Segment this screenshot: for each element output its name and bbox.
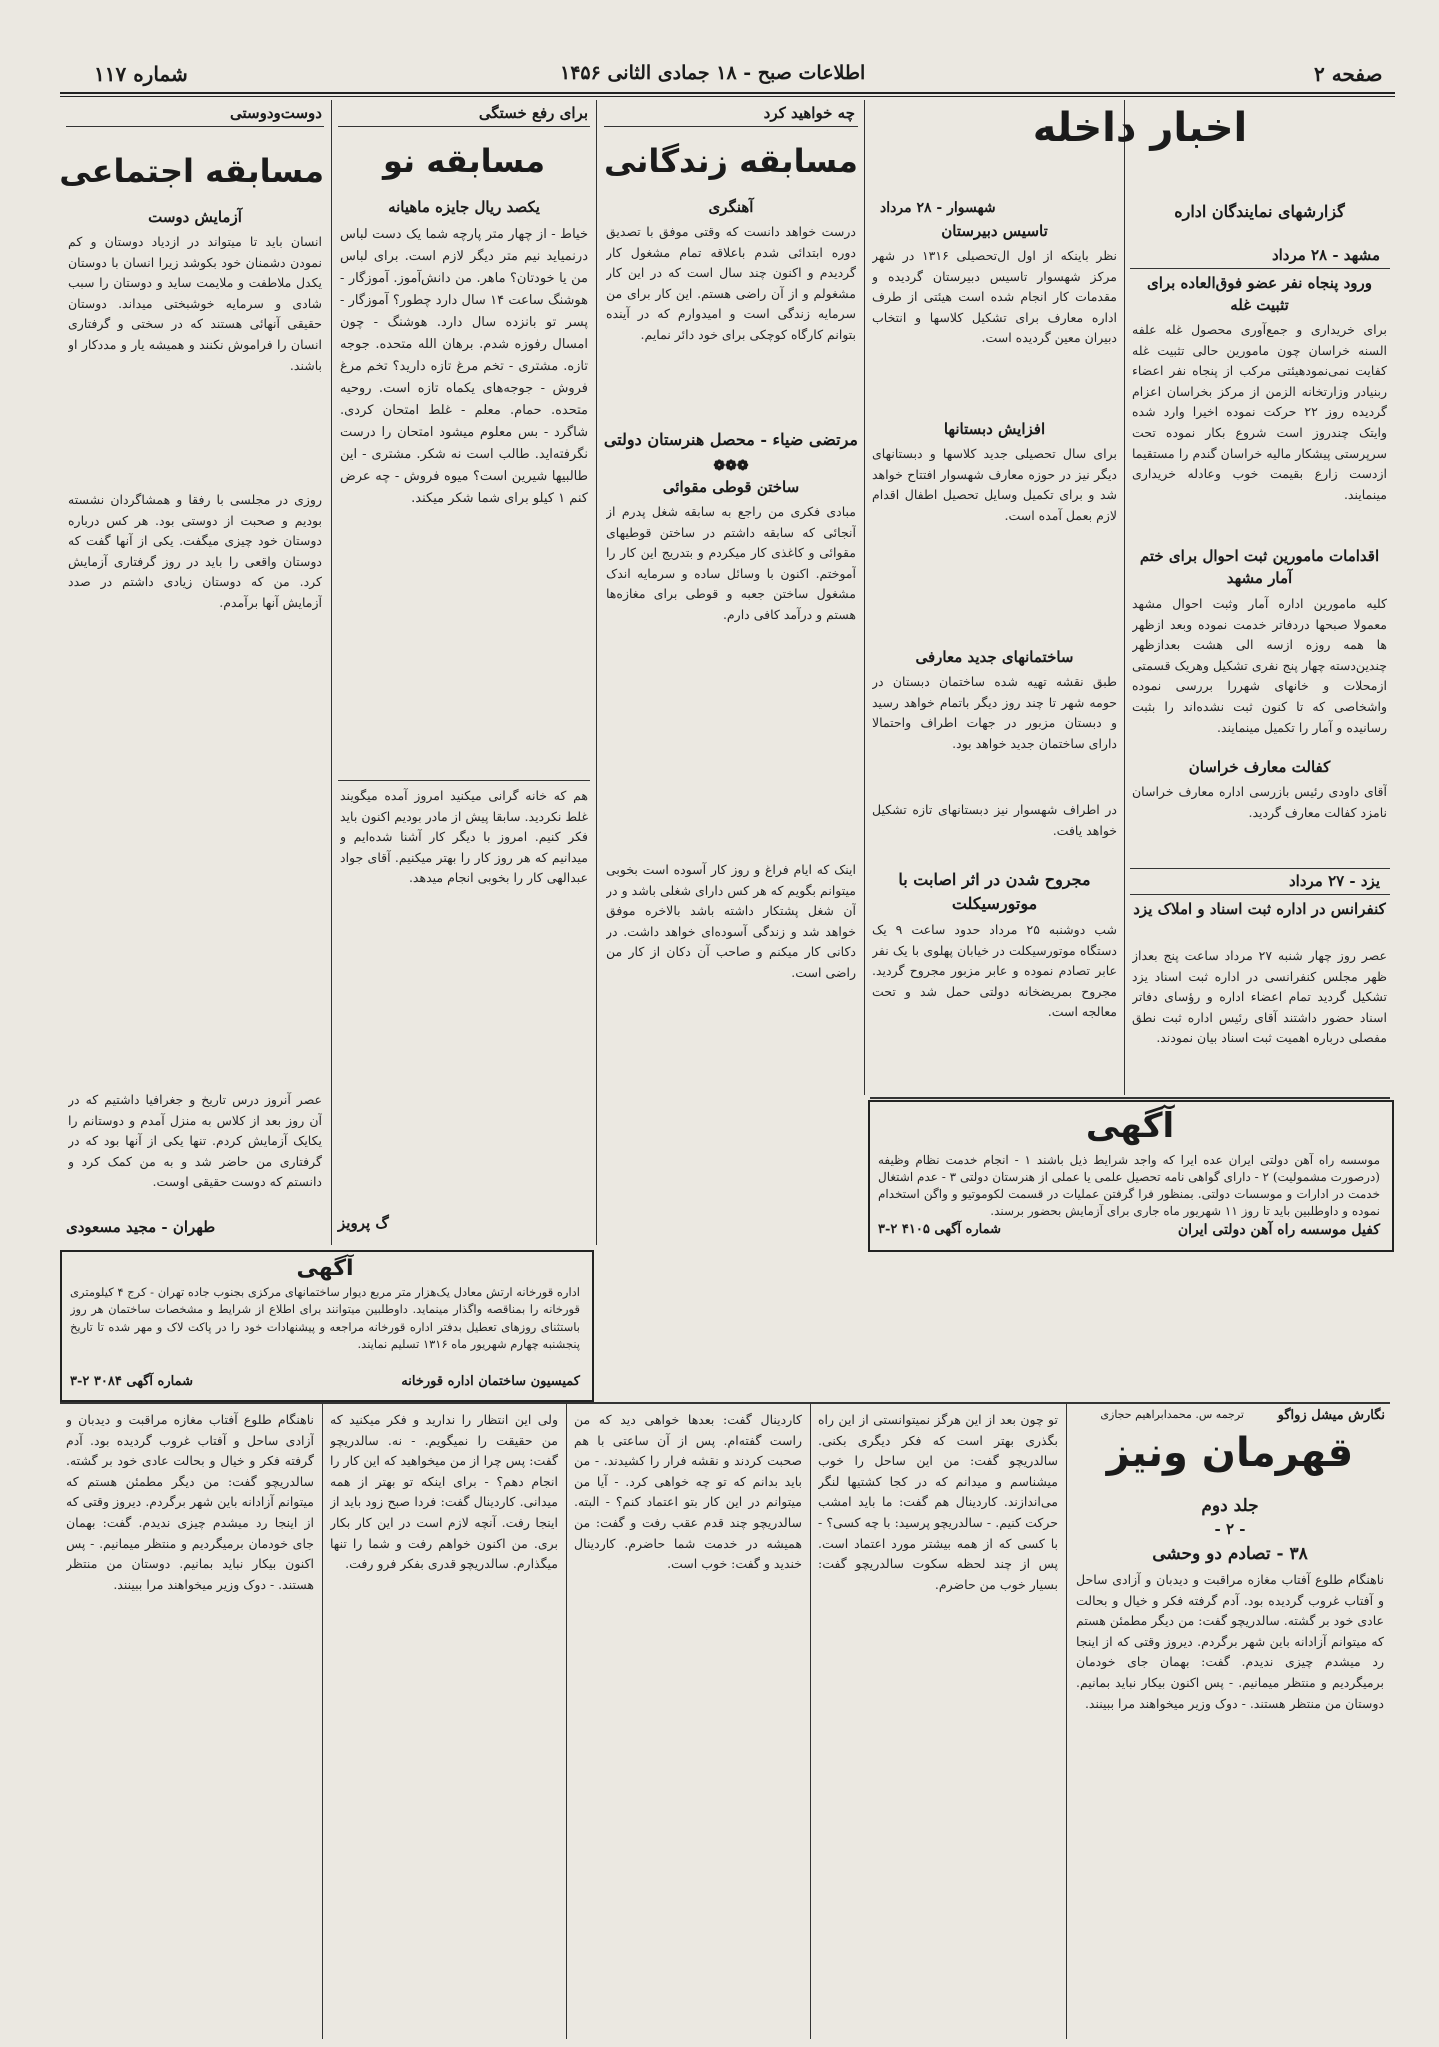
serial-text: ولی این انتظار را ندارید و فکر میکنید که من حقیقت را نمیگویم. - نه. سالدریچو گفت: پس چرا از من میخواهید که این کار را انجام دهم؟ - برای اینکه تو بهتر از همه میدانی. کاردینال گفت: فردا صبح زود باید از اینجا رفت. آنچه لازم است در این کار بکار بری. من اکنون خواهم رفت و شما را تنها میگذارم. سالدریچو قدری بفکر فرو رفت.	[330, 1412, 558, 1572]
new-contest-title: مسابقه نو	[382, 142, 546, 180]
divider	[870, 1097, 1390, 1099]
railway-ad-number: شماره آگهی ۴۱۰۵ ۲-۳	[878, 1222, 1001, 1237]
domestic-article: عصر روز چهار شنبه ۲۷ مرداد ساعت پنج بعداز ظهر مجلس کنفرانسی در اداره ثبت اسناد یزد تشکیل گردید تمام اعضاء اداره و رؤسای دفاتر اسناد حضور داشتند آقای رئیس اداره ثبت نطق مفصلی درباره اهمیت ثبت اسناد بیان نمودند.	[1132, 948, 1387, 1046]
school-article: در اطراف شهسوار نیز دبستانهای تازه تشکیل خواهد یافت.	[872, 802, 1117, 838]
divider	[604, 126, 858, 127]
school-article: برای سال تحصیلی جدید کلاسها و دبستانهای دیگر نیز در حوزه معارف شهسوار افتتاح خواهد شد و برای تکمیل وسایل تحصیل اطفال اقدام لازم بعمل آمده است.	[872, 446, 1117, 523]
section-kicker: چه خواهید کرد	[763, 104, 855, 122]
school-headline: افزایش دبستانها	[943, 420, 1046, 438]
serial-title: قهرمان ونیز	[1106, 1430, 1354, 1476]
ornament: ❁❁❁	[713, 458, 749, 474]
column-rule	[1124, 100, 1125, 1095]
section-kicker: برای رفع خستگی	[478, 104, 588, 122]
school-headline: تاسیس دبیرستان	[941, 222, 1048, 240]
domestic-article: کلیه مامورین اداره آمار وثبت احوال مشهد معمولا صبحها دردفاتر خدمت نموده وبعد ازظهر ها همه روزه ازسه الی هشت بعدازظهر چندین‌دسته چهار پنج نفری تشکیل وهریک قسمتی ازمحلات و خانهای شهررا بررسی نموده واشخاصی که تا کنون ثبت نشده‌اند را بثبت رسانیده و آمار را تکمیل مینمایند.	[1132, 596, 1387, 735]
domestic-headline: کنفرانس در اداره ثبت اسناد و املاک یزد	[1133, 900, 1386, 918]
divider	[338, 780, 590, 781]
column-rule	[810, 1404, 811, 2039]
life-article: اینک که ایام فراغ و روز کار آسوده است بخوبی میتوانم بگویم که هر کس دارای شغلی باشد و در آن شغل پشتکار داشته باشد بالاخره موفق خواهد شد و زندگی آسوده‌ای خواهد داشت. در دکانی کار میکنم و صاحب آن دکان از کار من راضی است.	[606, 862, 856, 980]
social-subtitle: آزمایش دوست	[148, 208, 242, 226]
header-rule	[60, 92, 1395, 94]
column-rule	[864, 100, 865, 1095]
divider	[338, 126, 590, 127]
life-subtitle: آهنگری	[708, 198, 754, 216]
new-contest-signature: گ پرویز	[338, 1214, 389, 1232]
arsenal-ad-signer: کمیسیون ساختمان اداره قورخانه	[401, 1374, 580, 1389]
domestic-title: اخبار داخله	[1032, 105, 1248, 151]
column-rule	[331, 100, 332, 1245]
life-subtitle: ساختن قوطی مقوائی	[662, 478, 800, 496]
school-article: نظر باینکه از اول ال‌تحصیلی ۱۳۱۶ در شهر مرکز شهسوار تاسیس دبیرستان گردیده و مقدمات کار انجام شده است هیئتی از طرف اداره معارف برای تشکیل کلاسها و انتخاب دبیران معین گردیده است.	[872, 248, 1117, 346]
header-rule-thin	[60, 96, 1395, 97]
section-kicker: دوست‌ودوستی	[230, 104, 322, 122]
railway-ad-body: موسسه راه آهن دولتی ایران عده ایرا که واجد شرایط ذیل باشند ۱ - انجام خدمت نظام وظیفه (درصورت مشمولیت) ۲ - دارای گواهی نامه تحصیل علمی یا عملی از هنرستان دولتی ۳ - عدم اشتغال خدمت در ادارات و موسسات دولتی. بمنظور فرا گرفتن عملیات در قسمت لکوموتیو و واگن استخدام نموده و داوطلبین باید تا روز ۱۱ شهریور ماه جاری برای آزمایش بحضور برسند.	[878, 1153, 1380, 1218]
divider	[1130, 894, 1390, 895]
arsenal-ad-body: اداره قورخانه ارتش معادل یک‌هزار متر مربع دیوار ساختمانهای مرکزی بجنوب جاده تهران - کرج ۴ کیلومتری قورخانه را بمناقصه واگذار مینماید. داوطلبین میتوانند برای اطلاع از شرایط و مشخصات ساختمان هر روز باستثنای روزهای تعطیل بدفتر اداره قورخانه مراجعه و پیشنهادات خود را در پاکت لاک و مهر شده تا تاریخ پنجشنبه چهارم شهریور ماه ۱۳۱۶ تسلیم نمایند.	[70, 1285, 580, 1352]
social-title: مسابقه اجتماعی	[59, 152, 324, 190]
serial-text: کاردینال گفت: بعدها خواهی دید که من راست گفته‌ام. پس از آن ساعتی با هم صحبت کردند و نقشه فرار را کشیدند. - من باید بدانم که تو چه خواهی کرد. - آیا من میتوانم در این کار بتو اعتماد کنم؟ - البته. سالدریچو چند قدم عقب رفت و گفت: من همیشه در خدمت شما حاضرم. کاردینال خندید و گفت: خوب است.	[574, 1412, 802, 1572]
arsenal-ad-title: آگهی	[296, 1256, 354, 1281]
life-article: درست خواهد دانست که وقتی موفق با تصدیق دوره ابتدائی شدم باعلاقه تمام مشغول کار گردیدم و اکنون چند سال است که در این کار مشغولم و از آن راضی هستم. این کار برای من سرمایه زندگی است و امیدوارم که در آینده بتوانم کارگاه کوچکی برای خود دائر نمایم.	[606, 224, 856, 342]
railway-ad-title: آگهی	[1085, 1106, 1175, 1146]
serial-translator: ترجمه س. محمدابراهیم حجازی	[1100, 1408, 1244, 1421]
divider	[1130, 868, 1390, 869]
social-article: روزی در مجلسی با رفقا و همشاگردان نشسته بودیم و صحبت از دوستی بود. هر کس درباره دوستان خود چیزی میگفت. یکی از آنها گفت که دوستان واقعی را باید در روز گرفتاری آزمایش کرد. من که دوستان زیادی داشتم در صدد آزمایش آنها برآمدم.	[68, 492, 322, 610]
serial-author: نگارش میشل زواگو	[1277, 1408, 1385, 1423]
serial-volume: جلد دوم	[1201, 1496, 1259, 1516]
divider	[66, 126, 324, 127]
domestic-article: آقای داودی رئیس بازرسی اداره معارف خراسان نامزد کفالت معارف گردید.	[1132, 784, 1387, 820]
column-rule	[322, 1404, 323, 2039]
domestic-article: برای خریداری و جمع‌آوری محصول غله علفه السنه خراسان چون مامورین حالی تثبیت غله کفایت نمی‌نمودهیئتی مرکب از پنجاه نفر اعضاء ربنیادر وزارتخانه الزمن از مرکز بخراسان اعزام گردیده روز ۲۲ حرکت نموده اخیرا وارد شده وایتک چندروز است شروع بکار نموده تحت سرپرستی پیشکار مالیه خراسان گندم را مستقیما ازدست زارع بقیمت خوب وعادله خریداری مینمایند.	[1132, 322, 1387, 502]
school-article: طبق نقشه تهیه شده ساختمان دبستان در حومه شهر تا چند روز دیگر باتمام خواهد رسید و دبستان مزبور در جهات اطراف واحتمالا دارای ساختمان جدید خواهد بود.	[872, 674, 1117, 751]
domestic-headline: ورود پنجاه نفر عضو فوق‌العاده برای تثبیت غله	[1146, 274, 1373, 314]
serial-chapter: ۳۸ - تصادم دو وحشی	[1152, 1544, 1308, 1564]
life-signature: مرتضی ضیاء - محصل هنرستان دولتی	[603, 430, 858, 449]
dateline: شهسوار - ۲۸ مرداد	[880, 200, 996, 216]
new-contest-subtitle: یکصد ریال جایزه ماهیانه	[388, 198, 540, 216]
social-article: عصر آنروز درس تاریخ و جغرافیا داشتیم که در آن روز بعد از کلاس به منزل آمدم و دوستانم را یکایک آزمایش کردم. تنها یکی از آنها بود که در گرفتاری من حاضر شد و به من کمک کرد و دانستم که دوست حقیقی اوست.	[68, 1092, 322, 1190]
school-headline: مجروح شدن در اثر اصابت با موتورسیکلت	[898, 870, 1091, 913]
social-article: انسان باید تا میتواند در ازدیاد دوستان و کم نمودن دشمنان خود بکوشد زیرا انسان با دوستان یکدل ملاطفت و ملایمت ساید و دوستان را سبب شادی و سرمایه خوشبختی میداند. دوستان حقیقی آنهائی هستند که در سختی و گرفتاری انسان را فراموش نکنند و همیشه یار و مددکار او باشند.	[68, 234, 322, 373]
domestic-headline: کفالت معارف خراسان	[1188, 758, 1331, 776]
masthead: اطلاعات صبح - ۱۸ جمادی الثانی ۱۴۵۶	[560, 62, 866, 84]
column-rule	[566, 1404, 567, 2039]
railway-ad-signer: کفیل موسسه راه آهن دولتی ایران	[1177, 1222, 1380, 1238]
issue-number: شماره ۱۱۷	[94, 62, 188, 86]
domestic-headline: اقدامات مامورین ثبت احوال برای ختم آمار مشهد	[1139, 547, 1380, 587]
serial-text: ناهنگام طلوع آفتاب مغازه مراقبت و دیدبان و آزادی ساحل و آفتاب غروب گردیده بود. آدم گرفته فکر و خیال و بحالت عادی خود بر گشته. سالدریچو گفت: من دیگر مطمئن هستم که میتوانم آزادانه باین شهر برگردم. دیروز وقتی که از اینجا رد میشدم چیزی ندیدم. گفت: بهمان جای خودمان برمیگردیم و منتظر میمانیم. - پس اکنون بیکار نباید بمانیم. دوستان من منتظر هستند. - دوک وزیر میخواهند مرا ببینند.	[1076, 1572, 1384, 1711]
new-contest-article: هم که خانه گرانی میکنید امروز آمده میگویند غلط نکردید. سابقا پیش از مادر بودیم اکنون باید فکر کنیم. امروز با دیگر کار آشنا شده‌ایم و میدانیم که هر روز کار را بهتر میکنیم. آقای جواد عبدالهی کار را بخوبی انجام میدهد.	[340, 788, 588, 886]
dateline: مشهد - ۲۸ مرداد	[1271, 246, 1380, 264]
school-article: شب دوشنبه ۲۵ مرداد حدود ساعت ۹ یک دستگاه موتورسیکلت در خیابان پهلوی با یک نفر عابر تصادم نموده و عابر مزبور مجروح گردید. مجروح بمریضخانه دولتی حمل شد و تحت معالجه است.	[872, 922, 1117, 1020]
page-label: صفحه ۲	[1314, 62, 1383, 86]
life-article: مبادی فکری من راجع به سابقه شغل پدرم از آنجائی که سابقه داشتم در ساختن قوطیهای مقوائی و کاغذی کار میکردم و بتدریج این کار را آموختم. اکنون با وسائل ساده و سرمایه اندک مشغول ساختن جعبه و قوطی برای مغازه‌ها هستم و درآمد کافی دارم.	[606, 504, 856, 622]
column-rule	[596, 100, 597, 1245]
domestic-section-heading: گزارشهای نمایندگان اداره	[1174, 202, 1345, 221]
divider	[60, 1402, 1390, 1404]
serial-text: ناهنگام طلوع آفتاب مغازه مراقبت و دیدبان و آزادی ساحل و آفتاب غروب گردیده بود. آدم گرفته فکر و خیال و بحالت عادی خود بر گشته. سالدریچو گفت: من دیگر مطمئن هستم که میتوانم آزادانه باین شهر برگردم. دیروز وقتی که از اینجا رد میشدم چیزی ندیدم. گفت: بهمان جای خودمان برمیگردیم و منتظر میمانیم. - پس اکنون بیکار نباید بمانیم. دوستان من منتظر هستند. - دوک وزیر میخواهند مرا ببینند.	[66, 1412, 314, 1592]
column-rule	[1066, 1404, 1067, 2039]
arsenal-ad-number: شماره آگهی ۳۰۸۴ ۲-۳	[70, 1374, 193, 1389]
social-signature: طهران - مجید مسعودی	[66, 1218, 216, 1236]
divider	[1130, 268, 1390, 269]
serial-text: تو چون بعد از این هرگز نمیتوانستی از این راه بگذری بهتر است که فکر دیگری بکنی. سالدریچو گفت: من این ساحل را خوب میشناسم و میدانم که در کجا کشتیها لنگر می‌اندازند. کاردینال هم گفت: ما باید امشب حرکت کنیم. - سالدریچو پرسید: با چه کسی؟ - با کسی که از همه بیشتر مورد اعتماد است. پس از چند لحظه سکوت سالدریچو گفت: بسیار خوب من حاضرم.	[818, 1412, 1058, 1592]
dateline: یزد - ۲۷ مرداد	[1289, 872, 1380, 890]
new-contest-jokes: خیاط - از چهار متر پارچه شما یک دست لباس درنمیاید نیم متر دیگر لازم است. برای لباس من یا خودتان؟ ماهر. من دانش‌آموز. آموزگار - هوشنگ ساعت ۱۴ سال دارد چطور؟ آموزگار - پسر تو بانزده سال دارد. هوشنگ - چون امسال رفوزه شدم. برهان الله متحده. جوجه تازه. مشتری - تخم مرغ تازه دارید؟ تخم مرغ فروش - جوجه‌های یکماه تازه است. روحیه متحده. حمام. معلم - غلط امتحان کردی. شاگرد - بس معلوم میشود امتحان را درست نگرفته‌اید. طالب است نه شکر. مشتری - این طالبیها شیرین است؟ میوه فروش - چه عرض کنم ۱ کیلو برای شما شکر میکند.	[340, 227, 588, 506]
serial-part: - ۲ -	[1214, 1520, 1246, 1538]
school-headline: ساختمانهای جدید معارفی	[915, 648, 1074, 666]
life-title: مسابقه زندگانی	[604, 142, 858, 180]
